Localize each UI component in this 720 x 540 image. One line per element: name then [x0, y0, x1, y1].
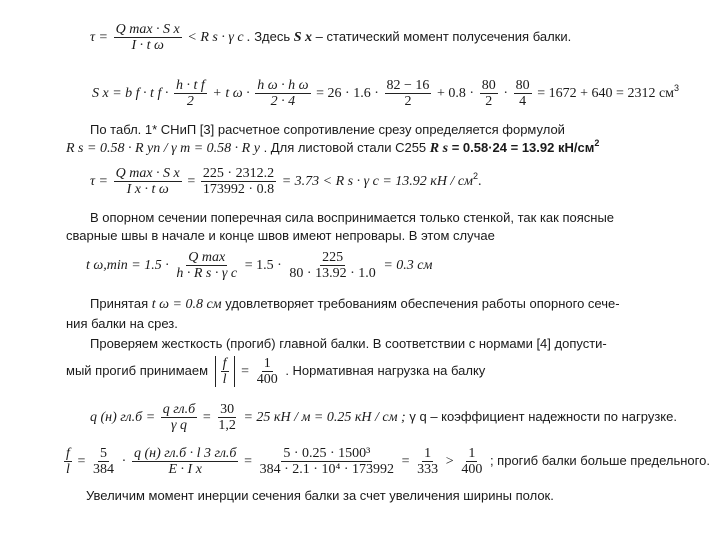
sx-frac-2 — [255, 78, 310, 109]
defl-frac-1 — [91, 446, 116, 477]
accepted-requirements-text: удовлетворяет требованиям обеспечения работы опорного сече- — [225, 296, 620, 311]
defl-frac-5-num: 1 — [468, 446, 476, 461]
tau-condition: < R s · γ c . — [187, 29, 251, 45]
shear-stress-check — [90, 166, 482, 197]
sx-lhs: S x = b f · t f · — [92, 85, 169, 101]
sx-frac-3 — [385, 78, 432, 109]
sx-dot: · — [503, 85, 509, 101]
fl-ratio-num: 1 — [263, 356, 271, 371]
tw-frac-2 — [287, 250, 377, 281]
defl-dot: · — [121, 453, 127, 469]
fl-num: f — [222, 356, 227, 371]
sx-frac-2-num: h ω · h ω — [257, 78, 309, 93]
tau-check-end: . — [478, 173, 482, 189]
fl-eq: = — [241, 363, 250, 379]
tau-check-exponent: 2 — [472, 170, 478, 181]
q-frac-1-num: q гл.б — [162, 402, 196, 417]
rs-value: = 0.58·24 = 13.92 кН/см — [451, 140, 595, 155]
q-result: = 25 кН / м = 0.25 кН / см ; — [243, 409, 406, 425]
q-frac-2-num: 30 — [220, 402, 235, 417]
sx-eq-1: = 26 · 1.6 · — [316, 85, 379, 101]
table-reference-text: По табл. 1* СНиП [3] расчетное сопротивление срезу определяется формулой — [90, 122, 565, 137]
deflection-conclusion-text: ; прогиб балки больше предельного. — [489, 452, 710, 468]
text-here: Здесь — [254, 28, 294, 44]
defl-eq-3: = — [401, 453, 410, 469]
tw-frac-1-den: h · R s · γ c — [176, 266, 238, 281]
defl-eq-1: = — [77, 453, 86, 469]
defl-frac-3-num: 5 · 0.25 · 1500³ — [283, 446, 371, 461]
sx-frac-3-den: 2 — [404, 94, 412, 109]
defl-frac-4 — [415, 446, 440, 477]
stiffness-check-text: Проверяем жесткость (прогиб) главной балки. В соответствии с нормами [4] допусти- — [90, 336, 607, 351]
defl-frac-0-den: l — [66, 462, 70, 477]
q-frac-2 — [216, 402, 238, 433]
sx-plus-1: + t ω · — [212, 85, 250, 101]
tau-check-frac-2 — [201, 166, 276, 197]
q-frac-2-den: 1,2 — [218, 418, 236, 433]
sx-plus-2: + 0.8 · — [437, 85, 475, 101]
tau-check-result: = 3.73 < R s · γ c = 13.92 кН / см — [281, 173, 473, 189]
sx-frac-2-den: 2 · 4 — [270, 94, 296, 109]
accepted-tw: t ω = 0.8 см — [151, 297, 222, 312]
fl-ratio-den: 400 — [256, 372, 278, 387]
tw-lhs: t ω,min = 1.5 · — [86, 257, 169, 273]
q-frac-1 — [161, 402, 197, 433]
sx-symbol: S x — [293, 29, 313, 45]
defl-frac-0 — [64, 446, 72, 477]
sx-frac-4-num: 80 — [481, 78, 496, 93]
sx-frac-1-den: 2 — [186, 94, 194, 109]
defl-frac-4-num: 1 — [424, 446, 432, 461]
tw-frac-1-num: Q max — [188, 250, 226, 265]
tau-fraction — [114, 22, 182, 53]
normative-load-formula — [90, 402, 677, 433]
tw-frac-2-num: 225 — [322, 250, 344, 265]
deflection-bracket — [215, 356, 235, 387]
defl-frac-1-den: 384 — [93, 462, 115, 477]
tau-check-frac-1 — [114, 166, 182, 197]
tw-frac-2-den: 80 · 13.92 · 1.0 — [289, 266, 376, 281]
defl-gt: > — [445, 453, 454, 469]
rs-bold-symbol: R s — [429, 141, 449, 156]
q-eq: = — [202, 409, 211, 425]
tau-symbol: τ = — [90, 29, 108, 45]
q-lhs: q (н) гл.б = — [90, 409, 156, 425]
sx-frac-1 — [174, 78, 207, 109]
steel-text: . Для листовой стали С255 — [263, 140, 430, 155]
tau-check-eq: = — [187, 173, 196, 189]
sx-frac-5-den: 4 — [519, 94, 527, 109]
sx-frac-1-num: h · t f — [175, 78, 205, 93]
defl-frac-2-den: E · I x — [168, 462, 202, 477]
fl-fraction — [221, 356, 229, 387]
defl-frac-3-den: 384 · 2.1 · 10⁴ · 173992 — [259, 462, 395, 477]
normative-load-text: . Нормативная нагрузка на балку — [285, 362, 486, 378]
support-section-text-1: В опорном сечении поперечная сила воспринимается только стенкой, так как поясные — [90, 210, 615, 225]
load-factor-text: γ q – коэффициент надежности по нагрузке. — [409, 408, 677, 424]
accepted-thickness-line — [90, 296, 620, 313]
defl-frac-2-num: q (н) гл.б · l 3 гл.б — [133, 446, 237, 461]
fl-den: l — [222, 372, 227, 387]
tau-check-frac-2-den: 173992 · 0.8 — [202, 182, 275, 197]
tw-result: = 0.3 см — [383, 257, 433, 273]
tau-check-frac-1-num: Q max · S x — [115, 166, 180, 181]
sx-frac-5 — [514, 78, 532, 109]
accepted-text: Принятая — [90, 296, 152, 311]
static-moment-formula — [92, 78, 679, 109]
sx-result: = 1672 + 640 = 2312 см — [537, 85, 675, 101]
allowable-deflection-line — [66, 356, 485, 387]
deflection-check-formula — [62, 446, 710, 477]
sx-frac-4 — [480, 78, 498, 109]
tau-check-frac-2-num: 225 · 2312.2 — [202, 166, 275, 181]
sx-definition: – статический момент полусечения балки. — [315, 28, 572, 44]
tau-check-symbol: τ = — [90, 173, 108, 189]
defl-eq-2: = — [244, 453, 253, 469]
shear-text-end: ния балки на срез. — [66, 316, 178, 331]
defl-frac-1-num: 5 — [100, 446, 108, 461]
defl-frac-3 — [258, 446, 396, 477]
shear-resistance-line — [66, 140, 599, 157]
sx-frac-4-den: 2 — [485, 94, 493, 109]
shear-stress-condition-line — [90, 22, 571, 53]
support-section-text-2: сварные швы в начале и конце швов имеют непровары. В этом случае — [66, 228, 495, 243]
rs-value-exponent: 2 — [594, 138, 600, 148]
rs-formula: R s = 0.58 · R yn / γ m = 0.58 · R y — [66, 141, 260, 156]
sx-frac-5-num: 80 — [515, 78, 530, 93]
increase-inertia-text: Увеличим момент инерции сечения балки за счет увеличения ширины полок. — [86, 488, 554, 503]
defl-frac-2 — [132, 446, 239, 477]
defl-frac-5 — [459, 446, 484, 477]
defl-frac-5-den: 400 — [461, 462, 483, 477]
tau-check-frac-1-den: I x · t ω — [126, 182, 169, 197]
tau-fraction-num: Q max · S x — [115, 22, 180, 37]
defl-frac-0-num: f — [66, 446, 70, 461]
allowable-text: мый прогиб принимаем — [66, 362, 212, 378]
fl-ratio — [255, 356, 280, 387]
q-frac-1-den: γ q — [170, 418, 187, 433]
tau-fraction-den: I · t ω — [131, 38, 164, 53]
tw-eq: = 1.5 · — [244, 257, 282, 273]
sx-frac-3-num: 82 − 16 — [386, 78, 430, 93]
min-web-thickness-formula — [86, 250, 432, 281]
sx-result-exponent: 3 — [674, 82, 680, 93]
defl-frac-4-den: 333 — [417, 462, 439, 477]
tw-frac-1 — [174, 250, 239, 281]
